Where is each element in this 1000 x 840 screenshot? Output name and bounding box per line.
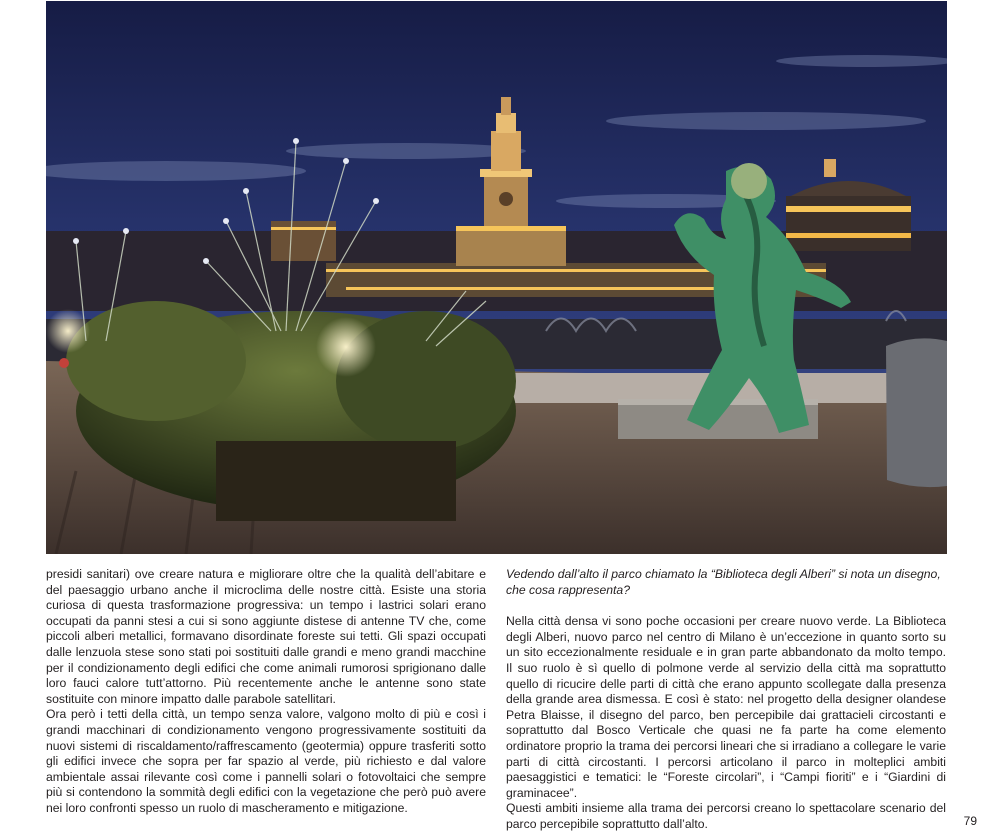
right-text-column bbox=[506, 567, 946, 833]
body-paragraph: Ora però i tetti della città, un tempo senza valore, valgono molto di più e così i grandi macchinari di condizionamento vengono progressivamente sostituiti da nuovi sistemi di riscaldamento/raffrescamento (geotermia) oppure trasferiti sotto gli edifici invece che sopra per far spazio al verde, più richiesto e dal valore ambientale assai rilevante così come i pannelli solari o fotovoltaici che sempre più si contendono la sommità degli edifici con la vegetazione che però può avere nei loro confronti spesso un ruolo di mascheramento e mitigazione. bbox=[46, 707, 486, 815]
body-paragraph: presidi sanitari) ove creare natura e migliorare oltre che la qualità dell’abitare e del paesaggio urbano anche il microclima delle nostre città. Esiste una storia curiosa di questa trasformazione progressiva: un tempo i lastrici solari erano occupati da panni stesi a cui si sono aggiunte distese di antenne TV che, come piccoli alberi metallici, formavano disordinate foreste sui tetti. Gli spazi occupati dalle lenzuola stese sono stati poi sostituiti dalle grandi e meno grandi macchine per il condizionamento degli edifici che come animali rumorosi sprigionano dalle loro fauci calore tutt’attorno. Più recentemente anche le antenne sono state sostituite con minore impatto dalle parabole satellitari. bbox=[46, 567, 486, 706]
photo-illustration bbox=[46, 1, 947, 554]
photo-caption: Vedendo dall’alto il parco chiamato la “Biblioteca degli Alberi” si nota un disegno, che cosa rappresenta? bbox=[506, 567, 941, 597]
left-text-column bbox=[46, 567, 486, 817]
night-rooftop-photo bbox=[46, 1, 947, 554]
body-paragraph: Questi ambiti insieme alla trama dei percorsi creano lo spettacolare scenario del parco percepibile soprattutto dall’alto. bbox=[506, 801, 946, 831]
body-paragraph: Nella città densa vi sono poche occasioni per creare nuovo verde. La Biblioteca degli Alberi, nuovo parco nel centro di Milano è un’eccezione in quanto sorto su un sito eccezionalmente residuale e in gran parte abbandonato da molto tempo. Il suo ruolo è sì quello di polmone verde al servizio della città ma soprattutto quello di ricucire delle parti di città che erano appunto scollegate dalla presenza della grande area dismessa. E così è stato: nel progetto della designer olandese Petra Blaisse, il disegno del parco, ben percepibile dai grattacieli circostanti e soprattutto dal Bosco Verticale che quasi ne fa parte ha come elemento ordinatore proprio la trama dei percorsi lineari che si irradiano a collegare le varie parti di città circostanti. I percorsi articolano il parco in molteplici ambiti paesaggistici e tematici: le “Foreste circolari”, i “Campi fioriti” e i “Giardini di graminacee”. bbox=[506, 614, 946, 800]
page-number: 79 bbox=[963, 814, 977, 828]
